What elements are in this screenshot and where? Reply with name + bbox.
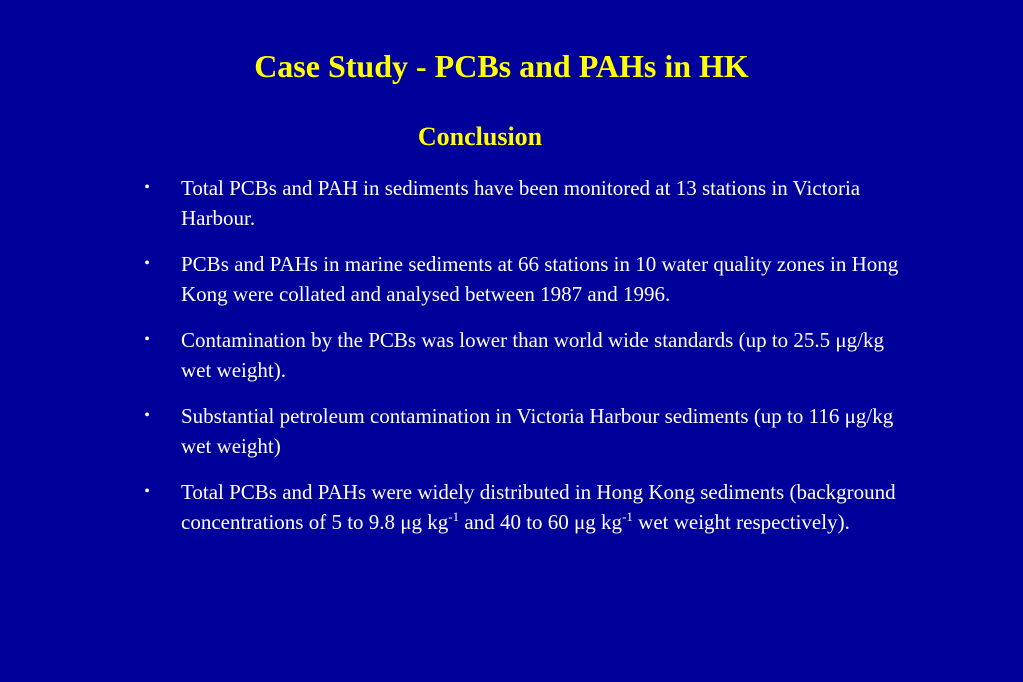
- superscript: -1: [622, 509, 633, 524]
- bullet-text: [181, 480, 896, 534]
- bullet-text: PCBs and PAHs in marine sediments at 66 stations in 10 water quality zones in Hong Kong were collated and analysed between 1987 and 1996.: [181, 252, 899, 306]
- slide-subtitle: Conclusion: [417, 122, 543, 151]
- bullet-text: Total PCBs and PAH in sediments have been monitored at 13 stations in Victoria Harbour.: [181, 176, 861, 230]
- bullet-item: [0, 173, 916, 233]
- superscript: -1: [448, 509, 460, 524]
- bullet-item: [0, 325, 916, 385]
- bullet-text-part: and 40 to 60 μg kg: [459, 510, 623, 534]
- bullet-text: Contamination by the PCBs was lower than world wide standards (up to 25.5 μg/kg wet weight).: [181, 328, 885, 382]
- bullet-list: [0, 173, 1023, 553]
- bullet-dot-icon: •: [144, 331, 150, 348]
- bullet-dot-icon: •: [144, 483, 150, 500]
- bullet-text-part: wet weight respectively).: [632, 510, 850, 534]
- bullet-item: [0, 401, 916, 461]
- bullet-item: [0, 477, 916, 537]
- slide-title: Case Study - PCBs and PAHs in HK: [254, 48, 749, 84]
- bullet-text-part: Total PCBs and PAHs were widely distributed in Hong Kong sediments (background concentrations of 5 to 9.8 μg kg: [181, 480, 896, 534]
- bullet-dot-icon: •: [144, 407, 150, 424]
- bullet-text: Substantial petroleum contamination in Victoria Harbour sediments (up to 116 μg/kg wet weight): [181, 404, 894, 458]
- bullet-dot-icon: •: [144, 179, 150, 196]
- bullet-item: [0, 249, 916, 309]
- bullet-dot-icon: •: [144, 255, 150, 272]
